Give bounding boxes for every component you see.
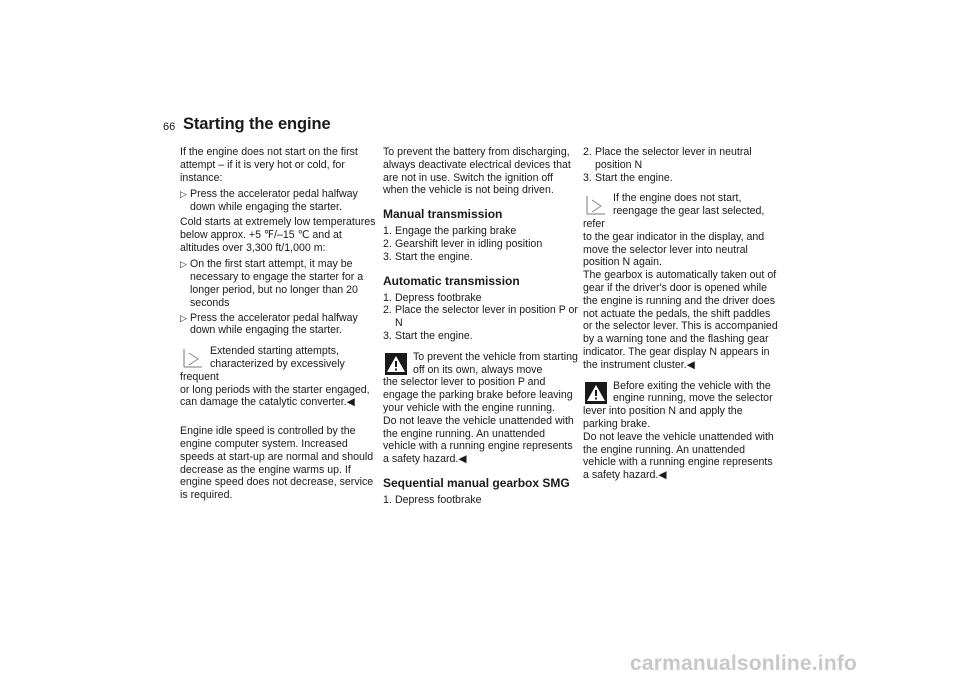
- warning-text-rest-2: Do not leave the vehicle unattended with the engine running. An unattended vehicle with a running engine represents a safety hazard.◀: [583, 430, 774, 482]
- idle-speed-paragraph: Engine idle speed is controlled by the engine computer system. Increased speeds at start-up are normal and should decrease as the engine warms up. If engine speed does not decrease, service is required.: [180, 425, 374, 502]
- list-item: ▷ On the first start attempt, it may be necessary to engage the starter for a longer period, but no longer than 20 seconds: [180, 258, 364, 309]
- note-block: [180, 345, 377, 409]
- bullet-marker-icon: ▷: [180, 312, 187, 323]
- list-item: 2. Gearshift lever in idling position: [383, 237, 543, 250]
- page-title: Starting the engine: [183, 115, 331, 133]
- note-text-first: If the engine does not start, reengage the gear last selected, refer: [583, 192, 765, 230]
- intro-paragraph: If the engine does not start on the first attempt – if it is very hot or cold, for instance:: [180, 146, 358, 184]
- bullet-marker-icon: ▷: [180, 189, 187, 200]
- warning-text-rest: the selector lever to position P and engage the parking brake before leaving your vehicle with the engine running.: [383, 376, 573, 414]
- note-block: [583, 192, 780, 371]
- note-text-first: Extended starting attempts, characterized by excessively frequent: [180, 345, 345, 383]
- bullet-marker-icon: ▷: [180, 259, 187, 270]
- list-item: ▷ Press the accelerator pedal halfway down while engaging the starter.: [180, 188, 358, 214]
- warning-text-first: Before exiting the vehicle with the engine running, move the selector: [613, 379, 773, 405]
- manual-transmission-heading: Manual transmission: [383, 207, 503, 222]
- list-item: 1. Depress footbrake: [383, 493, 482, 506]
- cold-start-paragraph: Cold starts at extremely low temperatures below approx. +5 ℉/–15 ℃ and at altitudes over 3,300 ft/1,000 m:: [180, 215, 376, 254]
- warning-text-first: To prevent the vehicle from starting off on its own, always move: [413, 350, 578, 376]
- note-icon: [182, 347, 204, 369]
- note-icon: [585, 194, 607, 216]
- list-item: 1. Engage the parking brake: [383, 225, 517, 238]
- automatic-transmission-heading: Automatic transmission: [383, 273, 520, 288]
- list-item: 2. Place the selector lever in position P or N: [383, 304, 578, 330]
- note-text-rest: to the gear indicator in the display, and move the selector lever into neutral position N again.: [583, 230, 765, 269]
- list-item: 3. Start the engine.: [583, 171, 673, 184]
- warning-text-rest-2: Do not leave the vehicle unattended with the engine running. An unattended vehicle with a running engine represents a safety hazard.◀: [383, 414, 574, 466]
- battery-paragraph: To prevent the battery from discharging, always deactivate electrical devices that are not in use. Switch the ignition off when the vehicle is not being driven.: [383, 146, 571, 197]
- watermark: carmanualsonline.info: [630, 652, 858, 675]
- list-item: 3. Start the engine.: [383, 329, 473, 342]
- list-item: 2. Place the selector lever in neutral position N: [583, 146, 752, 171]
- warning-block: [383, 351, 580, 466]
- list-item: 3. Start the engine.: [383, 250, 473, 263]
- warning-triangle-icon: [385, 353, 407, 375]
- column-left: [180, 146, 377, 506]
- list-item: ▷ Press the accelerator pedal halfway down while engaging the starter.: [180, 311, 358, 337]
- gearbox-paragraph: The gearbox is automatically taken out of gear if the driver's door is opened while the engine is running and the driver does not actuate the pedals, the shift paddles or the selector lever. This is accompanied by a warning tone and the flashing gear indicator. The gear display N appears in the instrument cluster.◀: [583, 269, 778, 371]
- column-right: [583, 146, 780, 486]
- list-item: 1. Depress footbrake: [383, 291, 482, 304]
- page-number: 66: [163, 121, 176, 133]
- warning-block: [583, 380, 780, 482]
- smg-heading: Sequential manual gearbox SMG: [383, 475, 570, 490]
- note-text-rest: or long periods with the starter engaged, can damage the catalytic converter.◀: [180, 383, 370, 409]
- warning-text-rest: lever into position N and apply the parking brake.: [583, 405, 743, 430]
- column-middle: [383, 146, 580, 507]
- warning-triangle-icon: [585, 382, 607, 404]
